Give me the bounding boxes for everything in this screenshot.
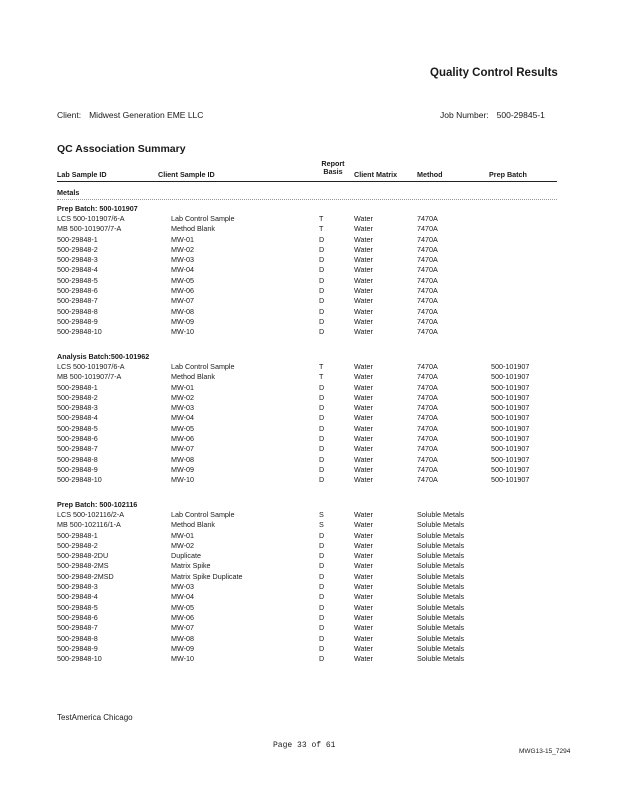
client-matrix-cell: Water (354, 275, 373, 285)
report-basis-cell: T (319, 372, 324, 382)
report-basis-cell: D (319, 551, 325, 561)
batch-group (57, 204, 557, 338)
client-matrix-cell: Water (354, 286, 373, 296)
section-title-metals: Metals (57, 188, 80, 197)
lab-sample-id-cell: 500-29848-7 (57, 296, 98, 306)
report-basis-cell: D (319, 275, 325, 285)
method-cell: 7470A (417, 362, 438, 371)
method-cell: 7470A (417, 403, 438, 413)
table-row (57, 644, 557, 654)
lab-sample-id-cell: 500-29848-2MS (57, 561, 109, 571)
lab-sample-id-cell: MB 500-101907/7-A (57, 372, 122, 382)
method-cell: 7470A (417, 444, 438, 454)
prep-batch-cell: 500-101907 (491, 372, 530, 382)
lab-sample-id-cell: 500-29848-6 (57, 612, 98, 622)
table-row (57, 265, 557, 275)
client-sample-id-cell: MW-06 (171, 434, 195, 444)
prep-batch-cell: 500-101907 (491, 362, 530, 371)
table-row (57, 541, 557, 551)
client-matrix-cell: Water (354, 265, 373, 275)
batch-group-title: Prep Batch: 500-102116 (57, 500, 138, 509)
client-matrix-cell: Water (354, 592, 373, 602)
client-sample-id-cell: MW-07 (171, 296, 195, 306)
client-sample-id-cell: MW-02 (171, 244, 195, 254)
client-matrix-cell: Water (354, 602, 373, 612)
client-matrix-cell: Water (354, 413, 373, 423)
page-word: Page (273, 741, 293, 750)
client-line (57, 110, 203, 120)
report-basis-cell: D (319, 316, 325, 326)
report-basis-cell: T (319, 224, 324, 234)
method-cell: Soluble Metals (417, 602, 465, 612)
report-basis-cell: D (319, 612, 325, 622)
lab-sample-id-cell: 500-29848-10 (57, 475, 102, 485)
table-row (57, 561, 557, 571)
table-row (57, 510, 557, 520)
report-basis-cell: D (319, 327, 325, 337)
job-number-line (440, 110, 545, 120)
client-matrix-cell: Water (354, 540, 373, 550)
prep-batch-cell: 500-101907 (491, 382, 530, 392)
method-cell: 7470A (417, 255, 438, 265)
report-basis-cell: D (319, 434, 325, 444)
table-row (57, 286, 557, 296)
lab-sample-id-cell: 500-29848-4 (57, 265, 98, 275)
table-row (57, 444, 557, 454)
method-cell: 7470A (417, 382, 438, 392)
report-basis-cell: D (319, 602, 325, 612)
lab-sample-id-cell: 500-29848-8 (57, 633, 98, 643)
report-basis-cell: D (319, 306, 325, 316)
client-matrix-cell: Water (354, 296, 373, 306)
table-row (57, 362, 557, 372)
method-cell: 7470A (417, 454, 438, 464)
client-sample-id-cell: MW-07 (171, 444, 195, 454)
client-matrix-cell: Water (354, 224, 373, 234)
client-name: Midwest Generation EME LLC (89, 110, 204, 120)
method-cell: Soluble Metals (417, 551, 465, 561)
client-sample-id-cell: Method Blank (171, 224, 215, 234)
table-row (57, 403, 557, 413)
column-header-prep-batch: Prep Batch (489, 170, 527, 179)
lab-sample-id-cell: LCS 500-102116/2-A (57, 510, 124, 519)
report-basis-cell: D (319, 413, 325, 423)
lab-sample-id-cell: 500-29848-7 (57, 623, 98, 633)
report-basis-cell: D (319, 392, 325, 402)
report-basis-cell: D (319, 582, 325, 592)
client-sample-id-cell: Method Blank (171, 372, 215, 382)
client-sample-id-cell: MW-08 (171, 454, 195, 464)
client-matrix-cell: Water (354, 530, 373, 540)
section-divider (57, 199, 557, 200)
lab-sample-id-cell: MB 500-102116/1-A (57, 520, 121, 530)
lab-sample-id-cell: 500-29848-5 (57, 423, 98, 433)
report-basis-cell: D (319, 286, 325, 296)
client-matrix-cell: Water (354, 403, 373, 413)
report-basis-cell: D (319, 255, 325, 265)
method-cell: Soluble Metals (417, 643, 465, 653)
table-row (57, 296, 557, 306)
report-basis-cell: D (319, 244, 325, 254)
report-basis-cell: D (319, 403, 325, 413)
column-header-client-matrix: Client Matrix (354, 170, 398, 179)
client-matrix-cell: Water (354, 643, 373, 653)
method-cell: 7470A (417, 413, 438, 423)
client-sample-id-cell: MW-06 (171, 612, 195, 622)
lab-sample-id-cell: MB 500-101907/7-A (57, 224, 122, 234)
report-basis-cell: D (319, 530, 325, 540)
client-sample-id-cell: MW-04 (171, 592, 195, 602)
prep-batch-cell: 500-101907 (491, 403, 530, 413)
lab-sample-id-cell: 500-29848-8 (57, 454, 98, 464)
page-number: 33 (297, 741, 307, 750)
lab-sample-id-cell: 500-29848-6 (57, 434, 98, 444)
prep-batch-cell: 500-101907 (491, 423, 530, 433)
client-sample-id-cell: MW-01 (171, 382, 195, 392)
client-sample-id-cell: Lab Control Sample (171, 362, 235, 371)
report-basis-cell: D (319, 296, 325, 306)
lab-sample-id-cell: 500-29848-2 (57, 540, 98, 550)
method-cell: Soluble Metals (417, 582, 465, 592)
prep-batch-cell: 500-101907 (491, 475, 530, 485)
method-cell: 7470A (417, 265, 438, 275)
lab-sample-id-cell: 500-29848-9 (57, 316, 98, 326)
client-matrix-cell: Water (354, 582, 373, 592)
table-row (57, 255, 557, 265)
report-basis-cell: D (319, 265, 325, 275)
report-basis-cell: D (319, 540, 325, 550)
client-matrix-cell: Water (354, 316, 373, 326)
table-row (57, 465, 557, 475)
client-matrix-cell: Water (354, 475, 373, 485)
column-header-report-basis: Report Basis (321, 159, 345, 176)
client-sample-id-cell: Duplicate (171, 551, 201, 561)
batch-group-title: Analysis Batch:500-101962 (57, 352, 150, 361)
client-matrix-cell: Water (354, 362, 373, 371)
client-sample-id-cell: MW-06 (171, 286, 195, 296)
client-sample-id-cell: MW-04 (171, 413, 195, 423)
table-row (57, 424, 557, 434)
report-basis-cell: D (319, 464, 325, 474)
method-cell: Soluble Metals (417, 530, 465, 540)
client-sample-id-cell: MW-05 (171, 275, 195, 285)
lab-sample-id-cell: 500-29848-5 (57, 275, 98, 285)
batch-group (57, 500, 557, 664)
report-basis-cell: D (319, 454, 325, 464)
method-cell: 7470A (417, 434, 438, 444)
table-row (57, 572, 557, 582)
client-sample-id-cell: Method Blank (171, 520, 215, 530)
table-row (57, 235, 557, 245)
column-header-client-sample-id: Client Sample ID (158, 170, 215, 179)
client-matrix-cell: Water (354, 392, 373, 402)
client-sample-id-cell: MW-07 (171, 623, 195, 633)
client-matrix-cell: Water (354, 423, 373, 433)
lab-sample-id-cell: 500-29848-3 (57, 403, 98, 413)
table-row (57, 531, 557, 541)
method-cell: 7470A (417, 316, 438, 326)
method-cell: 7470A (417, 464, 438, 474)
client-matrix-cell: Water (354, 654, 373, 664)
report-basis-cell: T (319, 214, 324, 223)
client-sample-id-cell: MW-10 (171, 327, 195, 337)
client-matrix-cell: Water (354, 372, 373, 382)
column-header-method: Method (417, 170, 443, 179)
client-sample-id-cell: MW-02 (171, 540, 195, 550)
client-matrix-cell: Water (354, 561, 373, 571)
report-basis-cell: D (319, 654, 325, 664)
page-of: of (311, 741, 322, 750)
table-row (57, 307, 557, 317)
table-row (57, 582, 557, 592)
method-cell: Soluble Metals (417, 571, 465, 581)
method-cell: 7470A (417, 392, 438, 402)
job-number-label: Job Number: (440, 110, 489, 120)
report-basis-cell: D (319, 561, 325, 571)
method-cell: Soluble Metals (417, 510, 465, 519)
table-row (57, 603, 557, 613)
report-basis-cell: D (319, 234, 325, 244)
client-sample-id-cell: MW-08 (171, 306, 195, 316)
table-row (57, 224, 557, 234)
report-basis-cell: D (319, 643, 325, 653)
column-header-lab-sample-id: Lab Sample ID (57, 170, 107, 179)
report-basis-cell: D (319, 444, 325, 454)
method-cell: 7470A (417, 214, 438, 223)
client-sample-id-cell: MW-05 (171, 602, 195, 612)
client-sample-id-cell: MW-01 (171, 234, 195, 244)
client-sample-id-cell: MW-04 (171, 265, 195, 275)
client-sample-id-cell: MW-03 (171, 582, 195, 592)
prep-batch-cell: 500-101907 (491, 444, 530, 454)
client-sample-id-cell: MW-09 (171, 643, 195, 653)
client-sample-id-cell: MW-09 (171, 316, 195, 326)
lab-sample-id-cell: 500-29848-3 (57, 255, 98, 265)
client-sample-id-cell: Lab Control Sample (171, 510, 235, 519)
table-row (57, 413, 557, 423)
method-cell: Soluble Metals (417, 612, 465, 622)
table-row (57, 634, 557, 644)
report-basis-cell: D (319, 382, 325, 392)
method-cell: 7470A (417, 296, 438, 306)
method-cell: 7470A (417, 286, 438, 296)
report-title: Quality Control Results (430, 67, 558, 79)
report-basis-cell: S (319, 520, 324, 530)
method-cell: 7470A (417, 423, 438, 433)
client-matrix-cell: Water (354, 623, 373, 633)
table-row (57, 434, 557, 444)
report-basis-cell: D (319, 423, 325, 433)
method-cell: 7470A (417, 372, 438, 382)
page-total: 61 (325, 741, 336, 750)
report-basis-cell: D (319, 633, 325, 643)
client-matrix-cell: Water (354, 551, 373, 561)
lab-sample-id-cell: 500-29848-8 (57, 306, 98, 316)
lab-sample-id-cell: 500-29848-2DU (57, 551, 109, 561)
client-matrix-cell: Water (354, 327, 373, 337)
table-row (57, 613, 557, 623)
method-cell: Soluble Metals (417, 520, 465, 530)
lab-sample-id-cell: 500-29848-1 (57, 382, 98, 392)
method-cell: Soluble Metals (417, 654, 465, 664)
table-row (57, 623, 557, 633)
table-row (57, 654, 557, 664)
prep-batch-cell: 500-101907 (491, 392, 530, 402)
client-matrix-cell: Water (354, 520, 373, 530)
table-row (57, 475, 557, 485)
client-matrix-cell: Water (354, 571, 373, 581)
client-sample-id-cell: Matrix Spike (171, 561, 211, 571)
client-sample-id-cell: MW-10 (171, 475, 195, 485)
client-sample-id-cell: Lab Control Sample (171, 214, 235, 223)
table-row (57, 372, 557, 382)
table-row (57, 393, 557, 403)
method-cell: 7470A (417, 475, 438, 485)
client-matrix-cell: Water (354, 434, 373, 444)
client-sample-id-cell: MW-05 (171, 423, 195, 433)
method-cell: Soluble Metals (417, 592, 465, 602)
client-sample-id-cell: MW-01 (171, 530, 195, 540)
client-sample-id-cell: MW-03 (171, 255, 195, 265)
client-sample-id-cell: MW-02 (171, 392, 195, 402)
table-row (57, 245, 557, 255)
client-sample-id-cell: MW-10 (171, 654, 195, 664)
method-cell: Soluble Metals (417, 623, 465, 633)
report-basis-cell: D (319, 623, 325, 633)
table-row (57, 214, 557, 224)
lab-sample-id-cell: 500-29848-9 (57, 643, 98, 653)
client-matrix-cell: Water (354, 234, 373, 244)
method-cell: Soluble Metals (417, 633, 465, 643)
report-basis-cell: D (319, 571, 325, 581)
lab-sample-id-cell: LCS 500-101907/6-A (57, 362, 125, 371)
lab-sample-id-cell: 500-29848-4 (57, 413, 98, 423)
table-row (57, 383, 557, 393)
lab-sample-id-cell: 500-29848-2MSD (57, 571, 114, 581)
client-sample-id-cell: MW-08 (171, 633, 195, 643)
method-cell: Soluble Metals (417, 540, 465, 550)
method-cell: 7470A (417, 275, 438, 285)
client-matrix-cell: Water (354, 510, 373, 519)
report-basis-cell: S (319, 510, 324, 519)
lab-sample-id-cell: LCS 500-101907/6-A (57, 214, 125, 223)
client-matrix-cell: Water (354, 464, 373, 474)
report-basis-cell: D (319, 475, 325, 485)
lab-sample-id-cell: 500-29848-10 (57, 327, 102, 337)
client-matrix-cell: Water (354, 612, 373, 622)
method-cell: 7470A (417, 234, 438, 244)
method-cell: 7470A (417, 306, 438, 316)
prep-batch-cell: 500-101907 (491, 413, 530, 423)
method-cell: Soluble Metals (417, 561, 465, 571)
client-sample-id-cell: MW-03 (171, 403, 195, 413)
lab-sample-id-cell: 500-29848-7 (57, 444, 98, 454)
page-indicator (273, 741, 335, 750)
lab-sample-id-cell: 500-29848-3 (57, 582, 98, 592)
client-sample-id-cell: Matrix Spike Duplicate (171, 571, 243, 581)
lab-sample-id-cell: 500-29848-2 (57, 244, 98, 254)
client-matrix-cell: Water (354, 633, 373, 643)
report-basis-cell: D (319, 592, 325, 602)
table-row (57, 327, 557, 337)
method-cell: 7470A (417, 224, 438, 234)
table-row (57, 317, 557, 327)
lab-sample-id-cell: 500-29848-5 (57, 602, 98, 612)
client-matrix-cell: Water (354, 214, 373, 223)
client-matrix-cell: Water (354, 382, 373, 392)
batch-group-title: Prep Batch: 500-101907 (57, 204, 138, 213)
report-basis-cell: T (319, 362, 324, 371)
method-cell: 7470A (417, 244, 438, 254)
method-cell: 7470A (417, 327, 438, 337)
prep-batch-cell: 500-101907 (491, 434, 530, 444)
header-divider (57, 181, 557, 182)
table-row (57, 551, 557, 561)
prep-batch-cell: 500-101907 (491, 464, 530, 474)
client-label: Client: (57, 110, 82, 120)
table-row (57, 592, 557, 602)
prep-batch-cell: 500-101907 (491, 454, 530, 464)
client-matrix-cell: Water (354, 306, 373, 316)
client-matrix-cell: Water (354, 244, 373, 254)
job-number-value: 500-29845-1 (496, 110, 545, 120)
lab-sample-id-cell: 500-29848-4 (57, 592, 98, 602)
footer-lab-name: TestAmerica Chicago (57, 713, 133, 722)
lab-sample-id-cell: 500-29848-6 (57, 286, 98, 296)
table-row (57, 520, 557, 530)
client-matrix-cell: Water (354, 454, 373, 464)
client-matrix-cell: Water (354, 255, 373, 265)
lab-sample-id-cell: 500-29848-1 (57, 234, 98, 244)
summary-title: QC Association Summary (57, 143, 186, 155)
table-row (57, 276, 557, 286)
document-id: MWG13-15_7294 (519, 748, 571, 755)
lab-sample-id-cell: 500-29848-9 (57, 464, 98, 474)
batch-group (57, 352, 557, 486)
lab-sample-id-cell: 500-29848-1 (57, 530, 98, 540)
client-matrix-cell: Water (354, 444, 373, 454)
client-sample-id-cell: MW-09 (171, 464, 195, 474)
lab-sample-id-cell: 500-29848-2 (57, 392, 98, 402)
table-row (57, 455, 557, 465)
lab-sample-id-cell: 500-29848-10 (57, 654, 102, 664)
